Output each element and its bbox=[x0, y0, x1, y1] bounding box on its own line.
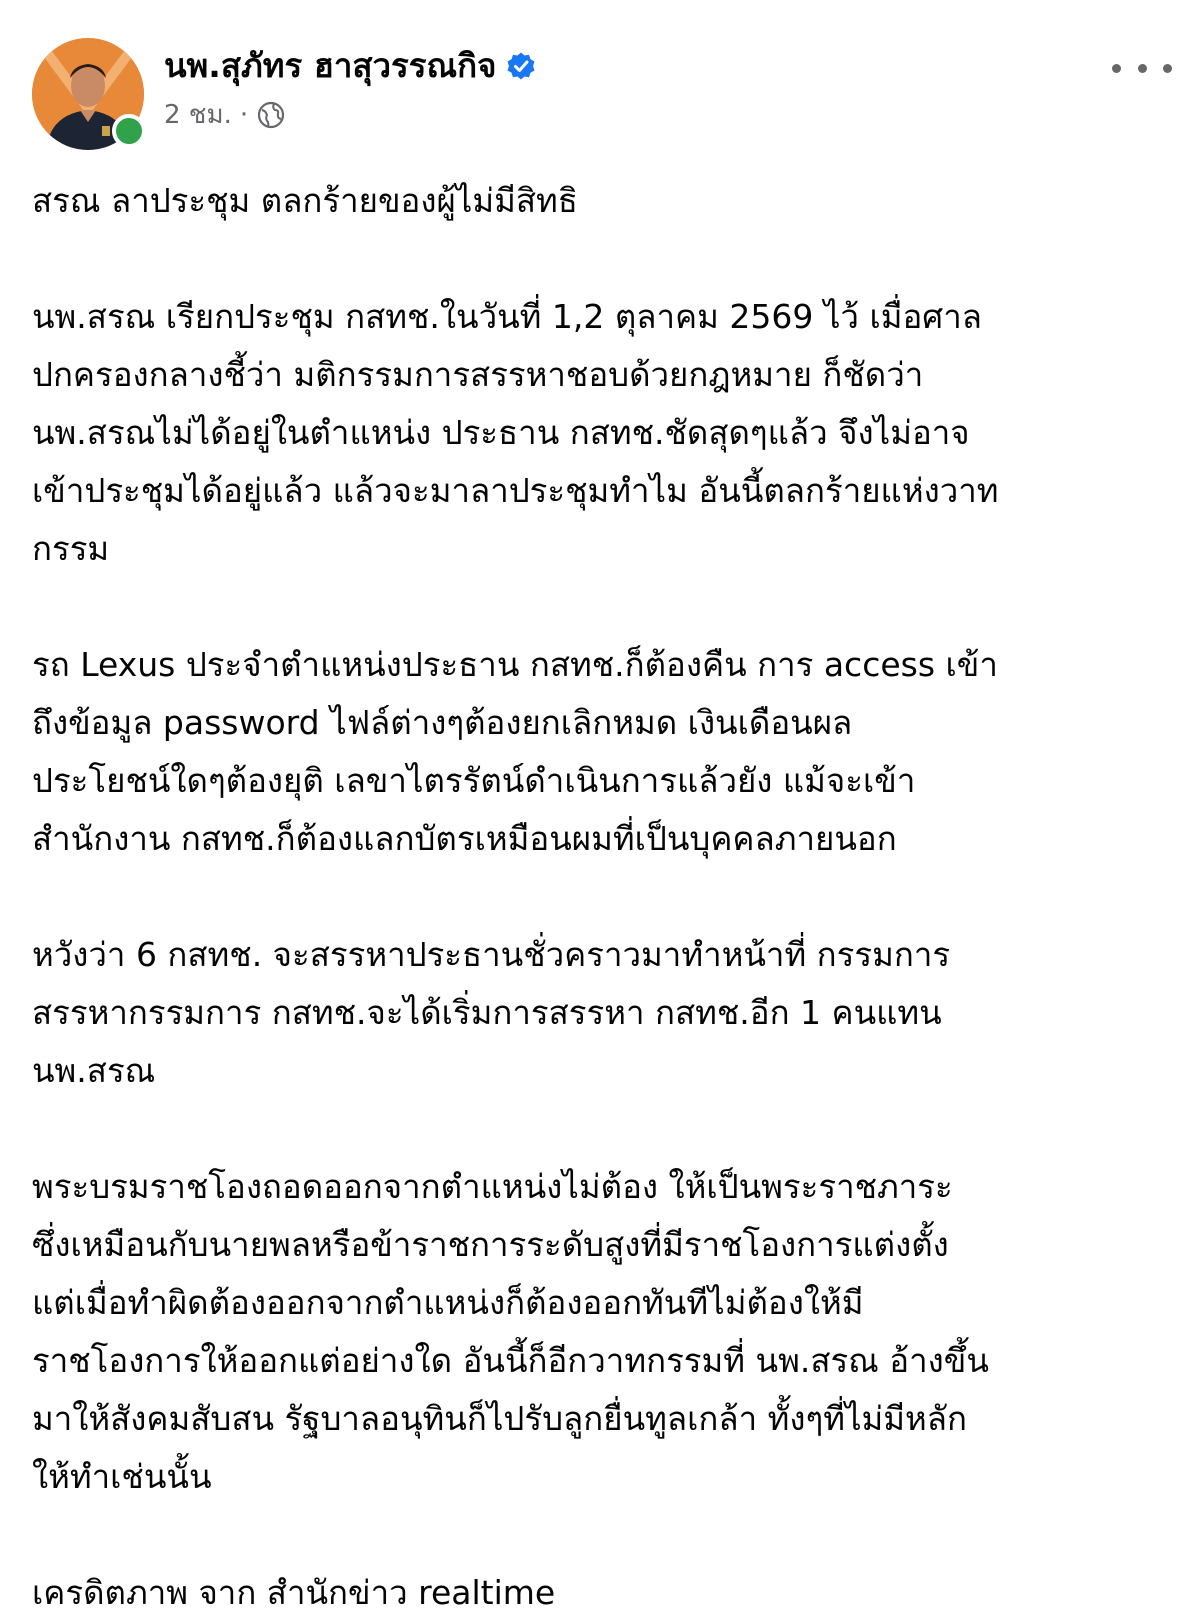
verified-badge-icon bbox=[506, 51, 536, 81]
meta-separator: · bbox=[239, 99, 249, 130]
author-row bbox=[164, 46, 536, 86]
post-meta bbox=[164, 94, 536, 135]
more-dot bbox=[1163, 64, 1172, 73]
post-paragraph: พระบรมราชโองถอดออกจากตำแหน่งไม่ต้อง ให้เป็นพระราชภาระ ซึ่งเหมือนกับนายพลหรือข้าราชการระดับสูงที่มีราชโองการแต่งตั้ง แต่เมื่อทำผิดต้องออกจากตำแหน่งก็ต้องออกทันทีไม่ต้องให้มี ราชโองการให้ออกแต่อย่างใด อันนี้ก็อีกวาทกรรมที่ นพ.สรณ อ้างขึ้น มาให้สังคมสับสน รัฐบาลอนุทินก็ไปรับลูกยื่นทูลเกล้า ทั้งๆที่ไม่มีหลัก ให้ทำเช่นนั้น bbox=[32, 1167, 989, 1496]
post-paragraph: นพ.สรณ เรียกประชุม กสทช.ในวันที่ 1,2 ตุลาคม 2569 ไว้ เมื่อศาล ปกครองกลางชี้ว่า มติกรรมการสรรหาชอบด้วยกฎหมาย ก็ชัดว่า นพ.สรณไม่ได้อยู่ในตำแหน่ง ประธาน กสทช.ชัดสุดๆแล้ว จึงไม่อาจ เข้าประชุมได้อยู่แล้ว แล้วจะมาลาประชุมทำไม อันนี้ตลกร้ายแห่งวาท กรรม bbox=[32, 297, 999, 568]
author-name[interactable]: นพ.สุภัทร ฮาสุวรรณกิจ bbox=[164, 46, 497, 85]
post-paragraph: เครดิตภาพ จาก สำนักข่าว realtime bbox=[32, 1573, 556, 1612]
post-paragraph: หวังว่า 6 กสทช. จะสรรหาประธานชั่วคราวมาทำหน้าที่ กรรมการ สรรหากรรมการ กสทช.จะได้เริ่มการสรรหา กสทช.อีก 1 คนแทน นพ.สรณ bbox=[32, 935, 951, 1090]
more-dot bbox=[1138, 64, 1147, 73]
post-header bbox=[32, 38, 1172, 150]
online-status-dot bbox=[112, 114, 146, 148]
more-options-icon[interactable] bbox=[1112, 58, 1172, 78]
post-body bbox=[32, 172, 1172, 1622]
globe-icon[interactable] bbox=[256, 100, 286, 130]
post-paragraph: รถ Lexus ประจำตำแหน่งประธาน กสทช.ก็ต้องคืน การ access เข้า ถึงข้อมูล password ไฟล์ต่างๆต้องยกเลิกหมด เงินเดือนผล ประโยชน์ใดๆต้องยุติ เลขาไตรรัตน์ดำเนินการแล้วยัง แม้จะเข้า สำนักงาน กสทช.ก็ต้องแลกบัตรเหมือนผมที่เป็นบุคคลภายนอก bbox=[32, 645, 998, 858]
post-paragraph: สรณ ลาประชุม ตลกร้ายของผู้ไม่มีสิทธิ bbox=[32, 181, 578, 220]
avatar[interactable] bbox=[32, 38, 144, 150]
post-timestamp[interactable]: 2 ชม. bbox=[164, 100, 232, 130]
author-block bbox=[164, 46, 536, 135]
more-dot bbox=[1112, 64, 1121, 73]
